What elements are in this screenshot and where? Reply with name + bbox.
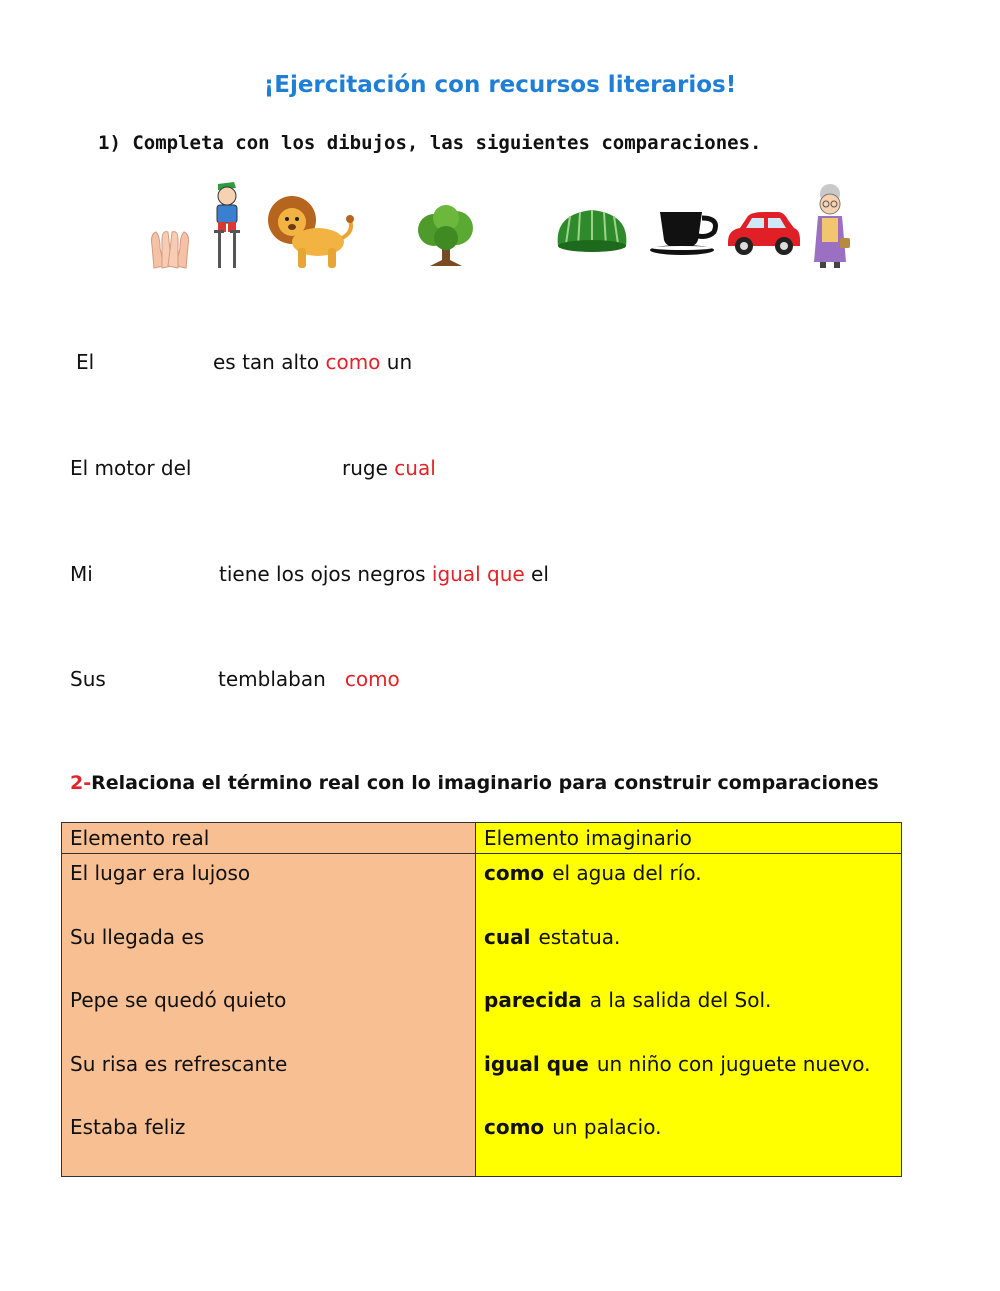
jelly-icon[interactable] [552,206,632,254]
boy-on-stilts-icon[interactable] [204,180,250,274]
connector: igual que [431,562,525,586]
sentence-2-start: El motor del [70,456,192,480]
matching-table [61,822,902,1177]
car-icon[interactable] [724,208,802,258]
page-title: ¡Ejercitación con recursos literarios! [263,72,737,98]
imaginary-item[interactable]: igual que un niño con juguete nuevo. [484,1051,871,1076]
imaginary-item[interactable]: parecida a la salida del Sol. [484,988,772,1012]
imaginary-item[interactable]: como un palacio. [484,1115,662,1139]
header-imaginary: Elemento imaginario [476,823,902,854]
tree-icon[interactable] [412,204,480,270]
question-2 [70,772,879,794]
sentence-3-middle: tiene los ojos negros igual que el [219,562,549,586]
picture-drop-zone[interactable] [114,667,206,693]
picture-drop-zone[interactable] [110,562,206,588]
real-item[interactable]: El lugar era lujoso [70,861,251,885]
real-item[interactable]: Su llegada es [70,924,205,949]
imaginary-item[interactable]: como el agua del río. [484,861,702,885]
question-1-instruction: Completa con los dibujos, las siguientes comparaciones. [132,132,762,154]
imaginary-item[interactable]: cual estatua. [484,924,621,949]
header-real: Elemento real [62,823,476,854]
sentence-3-start: Mi [70,562,93,586]
question-1 [98,132,762,154]
sentence-4-middle: temblaban como [218,667,400,691]
connector: cual [394,456,436,480]
sentence-4-start: Sus [70,667,106,691]
picture-drop-zone[interactable] [210,456,330,482]
real-item[interactable]: Su risa es refrescante [70,1051,288,1076]
sentence-2-middle: ruge cual [342,456,436,480]
real-item[interactable]: Estaba feliz [70,1115,186,1139]
grandmother-icon[interactable] [808,182,854,270]
connector: como [325,350,381,374]
lion-icon[interactable] [266,192,354,272]
hands-icon[interactable] [146,226,194,272]
real-column [62,854,476,1177]
question-2-number: 2- [70,772,92,794]
real-item[interactable]: Pepe se quedó quieto [70,988,287,1012]
imaginary-column [476,854,902,1177]
question-1-number: 1) [98,132,121,154]
connector: como [344,667,400,691]
sentence-1-start: El [76,350,95,374]
question-2-instruction: Relaciona el término real con lo imaginario para construir comparaciones [91,772,879,794]
cup-icon[interactable] [648,208,724,256]
sentence-1-middle: es tan alto como un [213,350,413,374]
picture-drop-zone[interactable] [110,350,200,376]
